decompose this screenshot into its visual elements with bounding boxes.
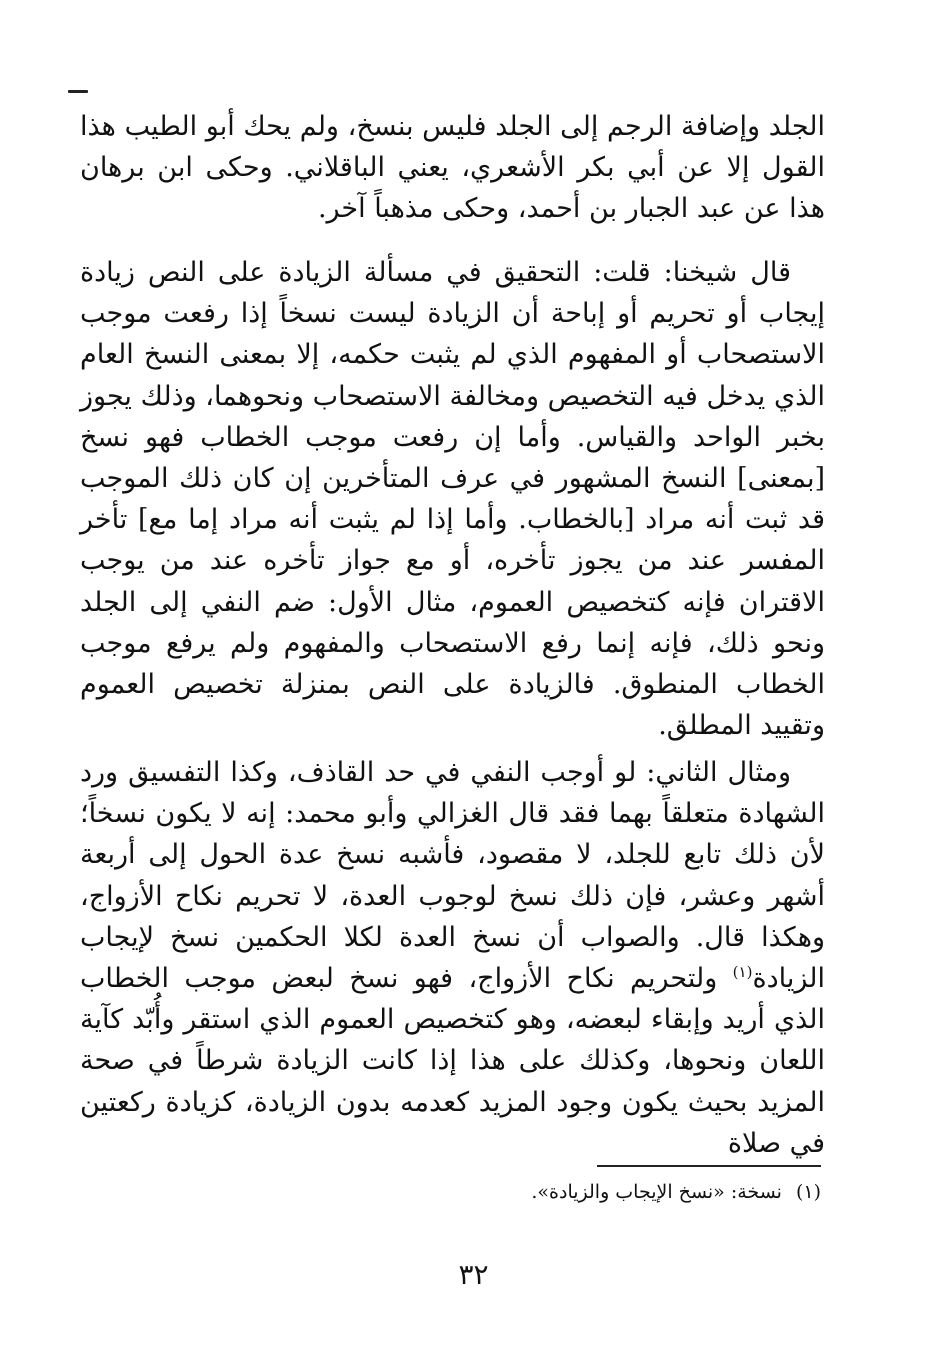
paragraph-1-text: الجلد وإضافة الرجم إلى الجلد فليس بنسخ، ولم يحك أبو الطيب هذا القول إلا عن أبي بكر الأشعري، يعني الباقلاني. وحكى ابن برهان هذا عن عبد الجبار بن أحمد، وحكى مذهباً آخر. — [80, 111, 825, 225]
footnote-number: (١) — [795, 1181, 821, 1203]
paragraph-2-text: قال شيخنا: قلت: التحقيق في مسألة الزيادة على النص زيادة إيجاب أو تحريم أو إباحة أن الزيادة ليست نسخاً إذا رفعت موجب الاستصحاب أو المفهوم الذي لم يثبت حكمه، إلا بمعنى النسخ العام الذي يدخل فيه التخصيص ومخالفة الاستصحاب ونحوهما، وذلك يجوز بخبر الواحد والقياس. وأما إن رفعت موجب الخطاب فهو نسخ [بمعنى] النسخ المشهور في عرف المتأخرين إن كان ذلك الموجب قد ثبت أنه مراد [بالخطاب. وأما إذا لم يثبت أنه مراد إما مع] تأخر المفسر عند من يجوز تأخره، أو مع جواز تأخره عند من يوجب الاقتران فإنه كتخصيص العموم، مثال الأول: ضم النفي إلى الجلد ونحو ذلك، فإنه إنما رفع الاستصحاب والمفهوم ولم يرفع موجب الخطاب المنطوق. فالزيادة على النص بمنزلة تخصيص العموم وتقييد المطلق. — [80, 257, 825, 742]
paragraph-3-part-1: ومثال الثاني: لو أوجب النفي في حد القاذف، وكذا التفسيق ورد الشهادة متعلقاً بهما فقد قال الغزالي وأبو محمد: إنه لا يكون نسخاً؛ لأن ذلك تابع للجلد، لا مقصود، فأشبه نسخ عدة الحول إلى أربعة أشهر وعشر، فإن ذلك نسخ لوجوب العدة، لا تحريم نكاح الأزواج، وهكذا قال. والصواب أن نسخ العدة لكلا الحكمين نسخ لإيجاب الزيادة — [80, 757, 825, 995]
paragraph-3 — [80, 752, 825, 1164]
page-number: ٣٢ — [458, 1258, 489, 1291]
margin-mark — [68, 90, 88, 93]
footnote-reference: (١) — [732, 963, 753, 982]
footnote-separator — [597, 1165, 821, 1167]
footnote — [531, 1178, 821, 1206]
paragraph-1 — [80, 106, 825, 230]
footnote-text: نسخة: «نسخ الإيجاب والزيادة». — [531, 1181, 782, 1203]
paragraph-3-part-2: ولتحريم نكاح الأزواج، فهو نسخ لبعض موجب الخطاب الذي أريد وإبقاء لبعضه، وهو كتخصيص العموم الذي استقر وأُبّد كآية اللعان ونحوها، وكذلك على هذا إذا كانت الزيادة شرطاً في صحة المزيد بحيث يكون وجود المزيد كعدمه بدون الزيادة، كزيادة ركعتين في صلاة — [80, 963, 825, 1159]
paragraph-2 — [80, 252, 825, 746]
paragraph-3-text — [80, 752, 825, 1164]
